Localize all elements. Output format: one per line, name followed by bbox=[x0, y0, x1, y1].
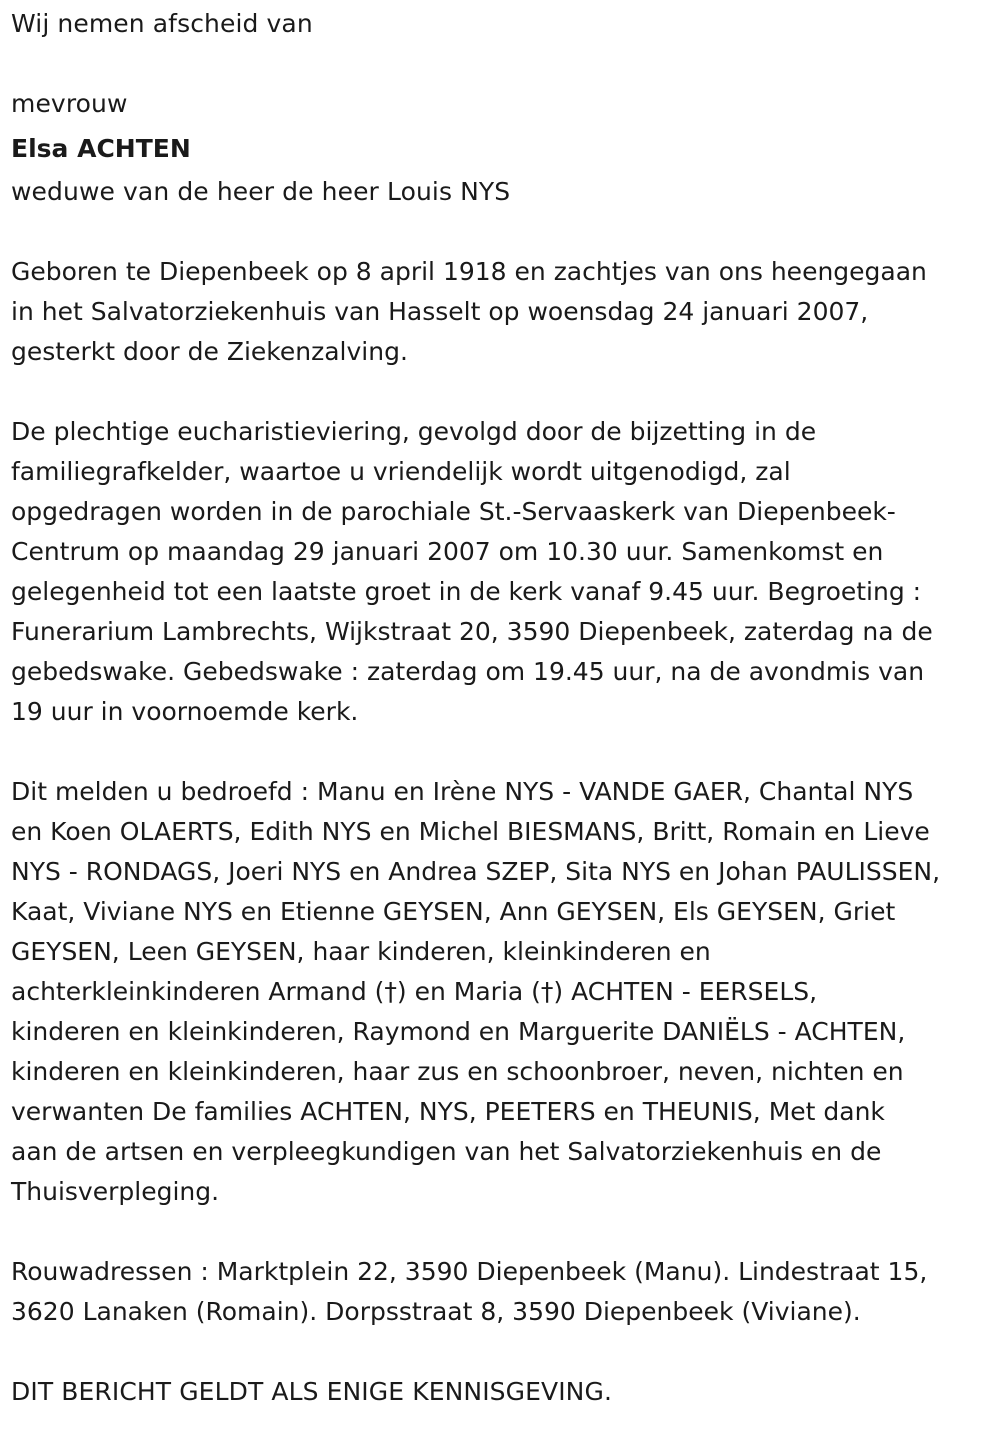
paragraph-line: gesterkt door de Ziekenzalving. bbox=[11, 337, 408, 366]
paragraph-line: gebedswake. Gebedswake : zaterdag om 19.45 uur, na de avondmis van bbox=[11, 657, 925, 686]
spacer bbox=[11, 732, 991, 772]
spacer bbox=[11, 1332, 991, 1372]
paragraph-line: verwanten De families ACHTEN, NYS, PEETERS en THEUNIS, Met dank bbox=[11, 1097, 885, 1126]
deceased-name: Elsa ACHTEN bbox=[11, 134, 191, 163]
honorific: mevrouw bbox=[11, 89, 128, 118]
intro-line: Wij nemen afscheid van bbox=[11, 9, 313, 38]
paragraph-line: in het Salvatorziekenhuis van Hasselt op woensdag 24 januari 2007, bbox=[11, 297, 869, 326]
paragraph-line: Rouwadressen : Marktplein 22, 3590 Diepenbeek (Manu). Lindestraat 15, bbox=[11, 1257, 928, 1286]
paragraph-line: Centrum op maandag 29 januari 2007 om 10.30 uur. Samenkomst en bbox=[11, 537, 884, 566]
family-paragraph bbox=[11, 772, 991, 1212]
addresses-paragraph bbox=[11, 1252, 991, 1332]
paragraph-line: Kaat, Viviane NYS en Etienne GEYSEN, Ann GEYSEN, Els GEYSEN, Griet bbox=[11, 897, 896, 926]
spacer bbox=[11, 212, 991, 252]
paragraph-line: kinderen en kleinkinderen, Raymond en Marguerite DANIËLS - ACHTEN, bbox=[11, 1017, 906, 1046]
spacer bbox=[11, 44, 991, 84]
spacer bbox=[11, 1212, 991, 1252]
paragraph-line: Funerarium Lambrechts, Wijkstraat 20, 3590 Diepenbeek, zaterdag na de bbox=[11, 617, 933, 646]
paragraph-line: aan de artsen en verpleegkundigen van het Salvatorziekenhuis en de bbox=[11, 1137, 882, 1166]
paragraph-line: gelegenheid tot een laatste groet in de kerk vanaf 9.45 uur. Begroeting : bbox=[11, 577, 922, 606]
spacer bbox=[11, 372, 991, 412]
notice-line: DIT BERICHT GELDT ALS ENIGE KENNISGEVING. bbox=[11, 1377, 612, 1406]
paragraph-line: achterkleinkinderen Armand (†) en Maria (†) ACHTEN - EERSELS, bbox=[11, 977, 818, 1006]
obituary-document bbox=[11, 4, 991, 1412]
paragraph-line: kinderen en kleinkinderen, haar zus en schoonbroer, neven, nichten en bbox=[11, 1057, 904, 1086]
paragraph-line: GEYSEN, Leen GEYSEN, haar kinderen, kleinkinderen en bbox=[11, 937, 711, 966]
paragraph-line: Dit melden u bedroefd : Manu en Irène NYS - VANDE GAER, Chantal NYS bbox=[11, 777, 914, 806]
paragraph-line: Geboren te Diepenbeek op 8 april 1918 en zachtjes van ons heengegaan bbox=[11, 257, 927, 286]
paragraph-line: en Koen OLAERTS, Edith NYS en Michel BIESMANS, Britt, Romain en Lieve bbox=[11, 817, 930, 846]
ceremony-paragraph bbox=[11, 412, 991, 732]
paragraph-line: NYS - RONDAGS, Joeri NYS en Andrea SZEP, Sita NYS en Johan PAULISSEN, bbox=[11, 857, 941, 886]
spouse-line: weduwe van de heer de heer Louis NYS bbox=[11, 177, 511, 206]
paragraph-line: De plechtige eucharistieviering, gevolgd door de bijzetting in de bbox=[11, 417, 817, 446]
paragraph-line: 3620 Lanaken (Romain). Dorpsstraat 8, 3590 Diepenbeek (Viviane). bbox=[11, 1297, 861, 1326]
paragraph-line: familiegrafkelder, waartoe u vriendelijk wordt uitgenodigd, zal bbox=[11, 457, 791, 486]
paragraph-line: 19 uur in voornoemde kerk. bbox=[11, 697, 359, 726]
paragraph-line: opgedragen worden in de parochiale St.-Servaaskerk van Diepenbeek- bbox=[11, 497, 896, 526]
birth-death-paragraph bbox=[11, 252, 991, 372]
paragraph-line: Thuisverpleging. bbox=[11, 1177, 220, 1206]
